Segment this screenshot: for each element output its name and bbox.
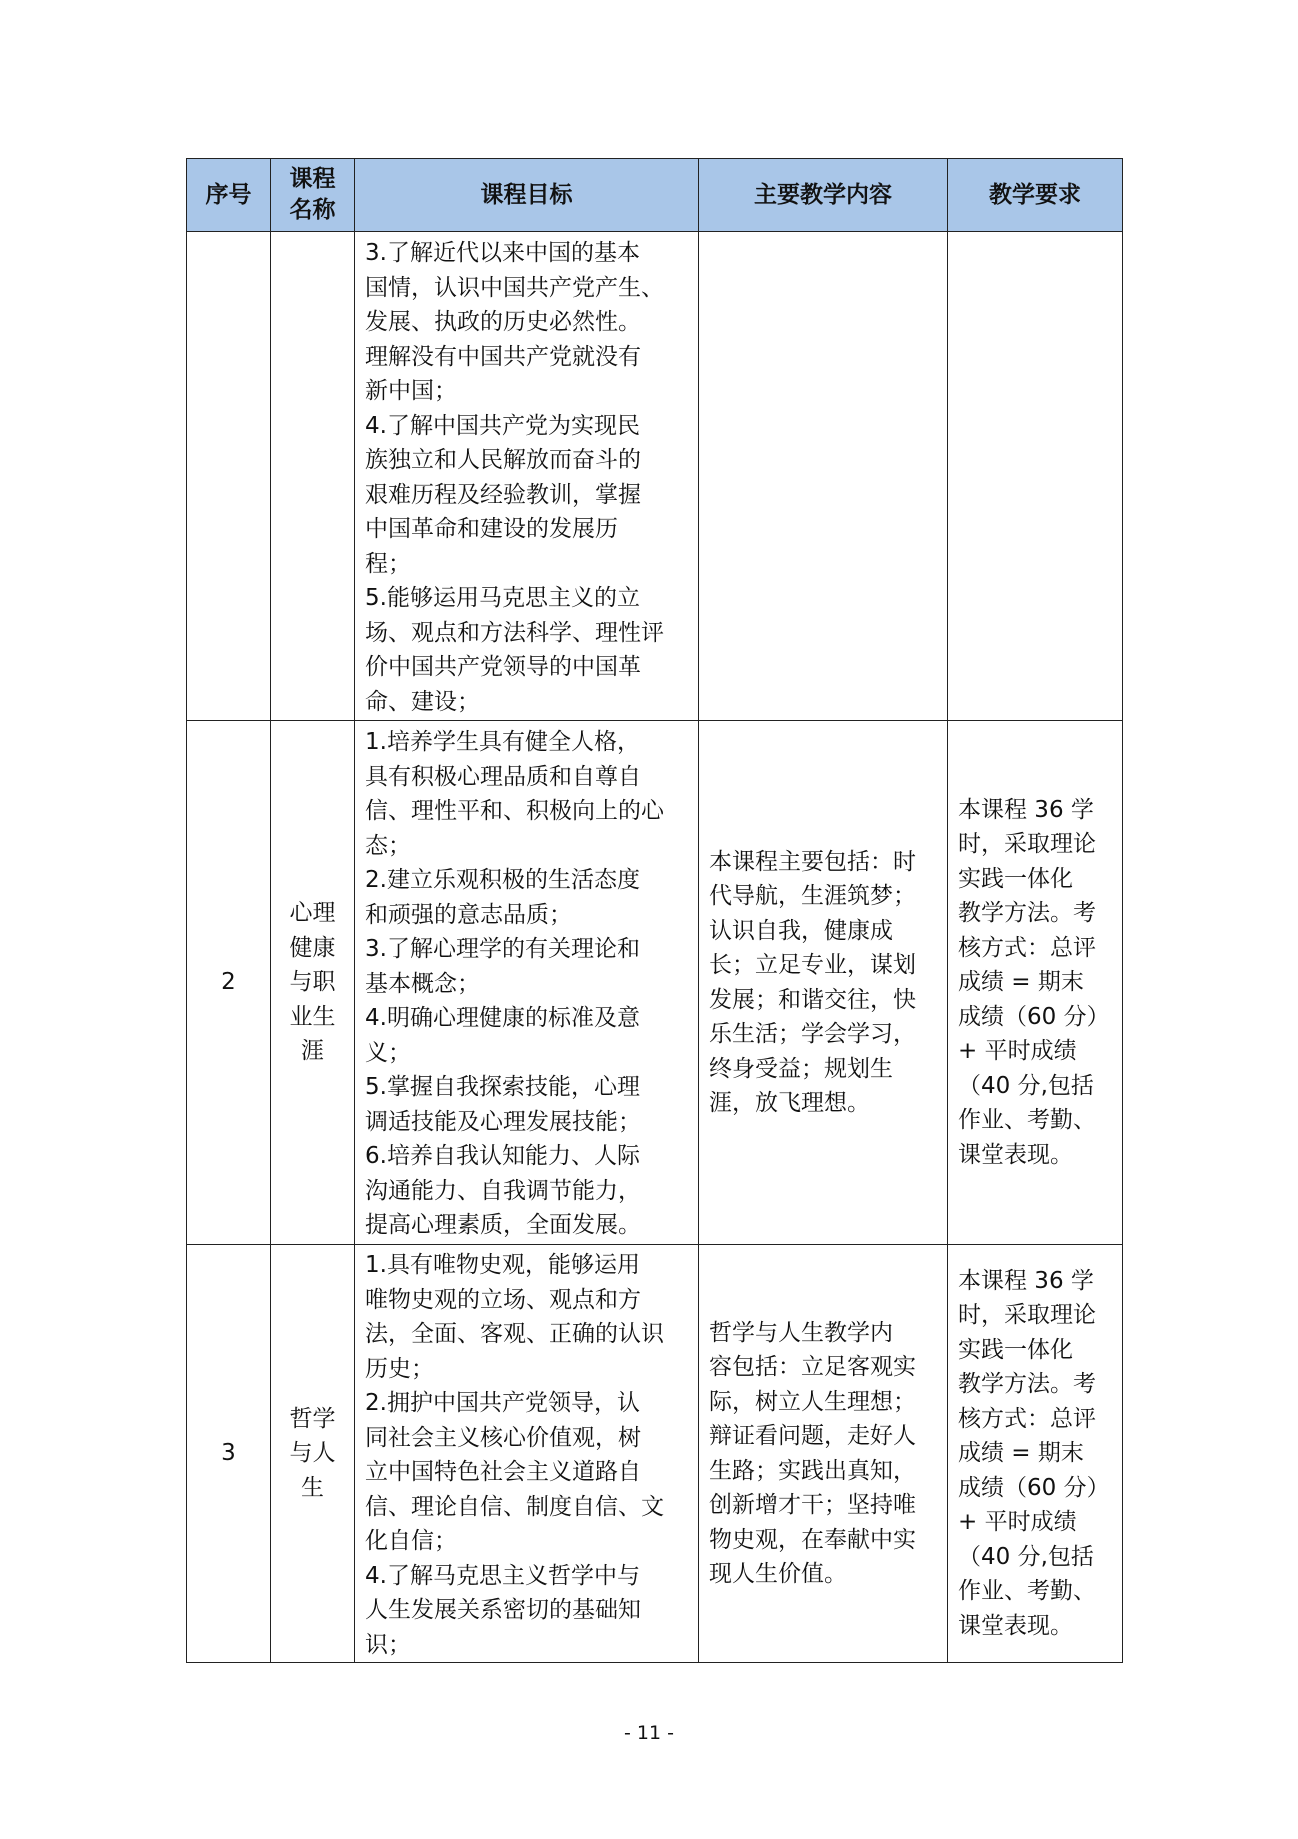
teaching-requirements-cell: [948, 1245, 1123, 1663]
teaching-content-line: 际，树立人生理想；: [709, 1388, 916, 1415]
course-goal-line: 新中国；: [365, 378, 457, 404]
teaching-requirement-line: 成绩（60 分）: [958, 1003, 1110, 1030]
course-name-cell: [271, 232, 355, 721]
course-goal-line: 4.了解中国共产党为实现民: [365, 412, 640, 439]
header-teaching-requirements: 教学要求: [948, 159, 1123, 232]
course-goal-line: 同社会主义核心价值观，树: [365, 1424, 641, 1451]
course-goal-line: 发展、执政的历史必然性。: [365, 309, 641, 335]
teaching-content-line: 哲学与人生教学内: [709, 1319, 893, 1346]
course-goal-line: 立中国特色社会主义道路自: [365, 1459, 641, 1485]
course-name-line: 健康: [289, 934, 336, 961]
teaching-requirement-line: 核方式：总评: [958, 1405, 1096, 1432]
course-goal-line: 调适技能及心理发展技能；: [365, 1108, 641, 1135]
course-goal-line: 信、理论自信、制度自信、文: [365, 1493, 664, 1520]
teaching-requirement-line: 本课程 36 学: [958, 796, 1094, 823]
teaching-content-cell: [699, 1245, 948, 1663]
teaching-requirement-line: 实践一体化: [958, 1336, 1073, 1363]
teaching-requirement-line: 成绩 = 期末: [958, 1440, 1084, 1467]
course-goal-line: 3.了解近代以来中国的基本: [365, 240, 640, 266]
teaching-requirements-cell: [948, 721, 1123, 1245]
course-goal-line: 艰难历程及经验教训，掌握: [365, 481, 641, 508]
teaching-requirement-line: 作业、考勤、: [958, 1578, 1096, 1605]
course-number-cell: [187, 232, 271, 721]
course-name-line: 生: [301, 1474, 324, 1501]
course-name-line: 业生: [289, 1003, 336, 1030]
header-teaching-content: 主要教学内容: [699, 159, 948, 232]
course-goal-line: 3.了解心理学的有关理论和: [365, 936, 640, 963]
course-number-cell: [187, 721, 271, 1245]
header-course-name: [271, 159, 355, 232]
course-goal-line: 4.了解马克思主义哲学中与: [365, 1562, 640, 1589]
teaching-requirement-line: （40 分,包括: [958, 1543, 1094, 1570]
course-name-line: 哲学: [289, 1405, 336, 1432]
course-goal-line: 中国革命和建设的发展历: [365, 516, 618, 542]
course-goal-line: 具有积极心理品质和自尊自: [365, 763, 641, 790]
header-course-goals: 课程目标: [355, 159, 699, 232]
teaching-content-line: 本课程主要包括：时: [709, 848, 916, 875]
teaching-requirement-line: + 平时成绩: [958, 1038, 1077, 1065]
course-goal-line: 基本概念；: [365, 970, 480, 997]
teaching-requirement-line: 时，采取理论: [958, 1302, 1096, 1329]
table-header-row: [187, 159, 1123, 232]
teaching-content-line: 创新增才干；坚持唯: [709, 1492, 916, 1518]
teaching-content-line: 物史观，在奉献中实: [709, 1526, 916, 1553]
teaching-requirement-line: （40 分,包括: [958, 1072, 1094, 1099]
teaching-requirement-line: 教学方法。考: [958, 1371, 1096, 1398]
teaching-content-cell: [699, 721, 948, 1245]
course-goal-line: 1.培养学生具有健全人格，: [365, 729, 640, 756]
course-name-line: 心理: [289, 900, 336, 927]
teaching-content-line: 生路；实践出真知，: [709, 1457, 916, 1484]
course-number: 2: [221, 969, 236, 996]
table-row: [187, 1245, 1123, 1663]
teaching-requirement-line: 核方式：总评: [958, 934, 1096, 961]
course-goal-line: 化自信；: [365, 1528, 457, 1554]
course-goal-line: 6.培养自我认知能力、人际: [365, 1143, 640, 1170]
teaching-content-line: 长；立足专业，谋划: [709, 952, 916, 978]
course-goal-line: 5.能够运用马克思主义的立: [365, 585, 640, 611]
teaching-requirement-line: 成绩（60 分）: [958, 1474, 1110, 1501]
course-goal-line: 5.掌握自我探索技能，心理: [365, 1074, 640, 1101]
course-name-line: 与人: [289, 1440, 336, 1467]
course-goal-line: 人生发展关系密切的基础知: [365, 1597, 641, 1623]
course-goal-line: 程；: [365, 550, 411, 577]
course-goal-line: 4.明确心理健康的标准及意: [365, 1005, 640, 1032]
teaching-content-line: 容包括：立足客观实: [709, 1354, 916, 1380]
course-goal-line: 命、建设；: [365, 688, 480, 715]
teaching-requirement-line: + 平时成绩: [958, 1509, 1077, 1536]
header-course-name-text: 课程 名称: [289, 166, 336, 223]
course-goals-cell: [355, 721, 699, 1245]
course-goal-line: 识；: [365, 1631, 411, 1658]
teaching-requirement-line: 成绩 = 期末: [958, 969, 1084, 996]
teaching-requirement-line: 课堂表现。: [958, 1141, 1073, 1168]
teaching-content-cell: [699, 232, 948, 721]
teaching-requirement-line: 实践一体化: [958, 865, 1073, 892]
teaching-content-line: 终身受益；规划生: [709, 1055, 893, 1082]
teaching-content-line: 发展；和谐交往，快: [709, 986, 916, 1013]
course-goal-line: 唯物史观的立场、观点和方: [365, 1286, 641, 1313]
teaching-requirement-line: 课堂表现。: [958, 1612, 1073, 1639]
course-goal-line: 态；: [365, 832, 411, 859]
course-name-line: 涯: [301, 1038, 324, 1065]
table-row: [187, 721, 1123, 1245]
course-goal-line: 提高心理素质，全面发展。: [365, 1212, 641, 1239]
teaching-content-line: 认识自我，健康成: [709, 917, 893, 944]
course-number: 3: [221, 1440, 236, 1467]
teaching-requirement-line: 教学方法。考: [958, 900, 1096, 927]
header-number: 序号: [187, 159, 271, 232]
course-goal-line: 国情，认识中国共产党产生、: [365, 274, 664, 301]
teaching-content-line: 乐生活；学会学习，: [709, 1021, 916, 1047]
course-goal-line: 族独立和人民解放而奋斗的: [365, 447, 641, 473]
course-goal-line: 信、理性平和、积极向上的心: [365, 798, 664, 825]
course-number-cell: [187, 1245, 271, 1663]
course-goals-cell: [355, 1245, 699, 1663]
course-goal-line: 和顽强的意志品质；: [365, 901, 572, 928]
teaching-content-line: 代导航，生涯筑梦；: [709, 883, 916, 909]
course-name-line: 与职: [289, 969, 336, 996]
course-goal-line: 法，全面、客观、正确的认识: [365, 1321, 664, 1347]
course-goal-line: 沟通能力、自我调节能力，: [365, 1177, 641, 1204]
course-table: [186, 158, 1123, 1663]
page-number: - 11 -: [624, 1722, 674, 1744]
teaching-content-line: 涯，放飞理想。: [709, 1090, 870, 1116]
course-goal-line: 场、观点和方法科学、理性评: [365, 619, 664, 646]
course-goal-line: 价中国共产党领导的中国革: [365, 654, 641, 680]
course-goal-line: 历史；: [365, 1355, 434, 1382]
course-goal-line: 1.具有唯物史观，能够运用: [365, 1252, 640, 1278]
teaching-content-line: 现人生价值。: [709, 1561, 847, 1587]
teaching-requirement-line: 作业、考勤、: [958, 1107, 1096, 1134]
teaching-requirement-line: 本课程 36 学: [958, 1267, 1094, 1294]
teaching-content-line: 辩证看问题，走好人: [709, 1423, 916, 1449]
course-name-cell: [271, 1245, 355, 1663]
course-goal-line: 理解没有中国共产党就没有: [365, 343, 641, 370]
teaching-requirements-cell: [948, 232, 1123, 721]
course-goal-line: 2.建立乐观积极的生活态度: [365, 867, 640, 894]
course-goals-cell: [355, 232, 699, 721]
table-row: [187, 232, 1123, 721]
course-goal-line: 义；: [365, 1039, 411, 1066]
teaching-requirement-line: 时，采取理论: [958, 831, 1096, 858]
course-goal-line: 2.拥护中国共产党领导，认: [365, 1390, 640, 1416]
course-name-cell: [271, 721, 355, 1245]
